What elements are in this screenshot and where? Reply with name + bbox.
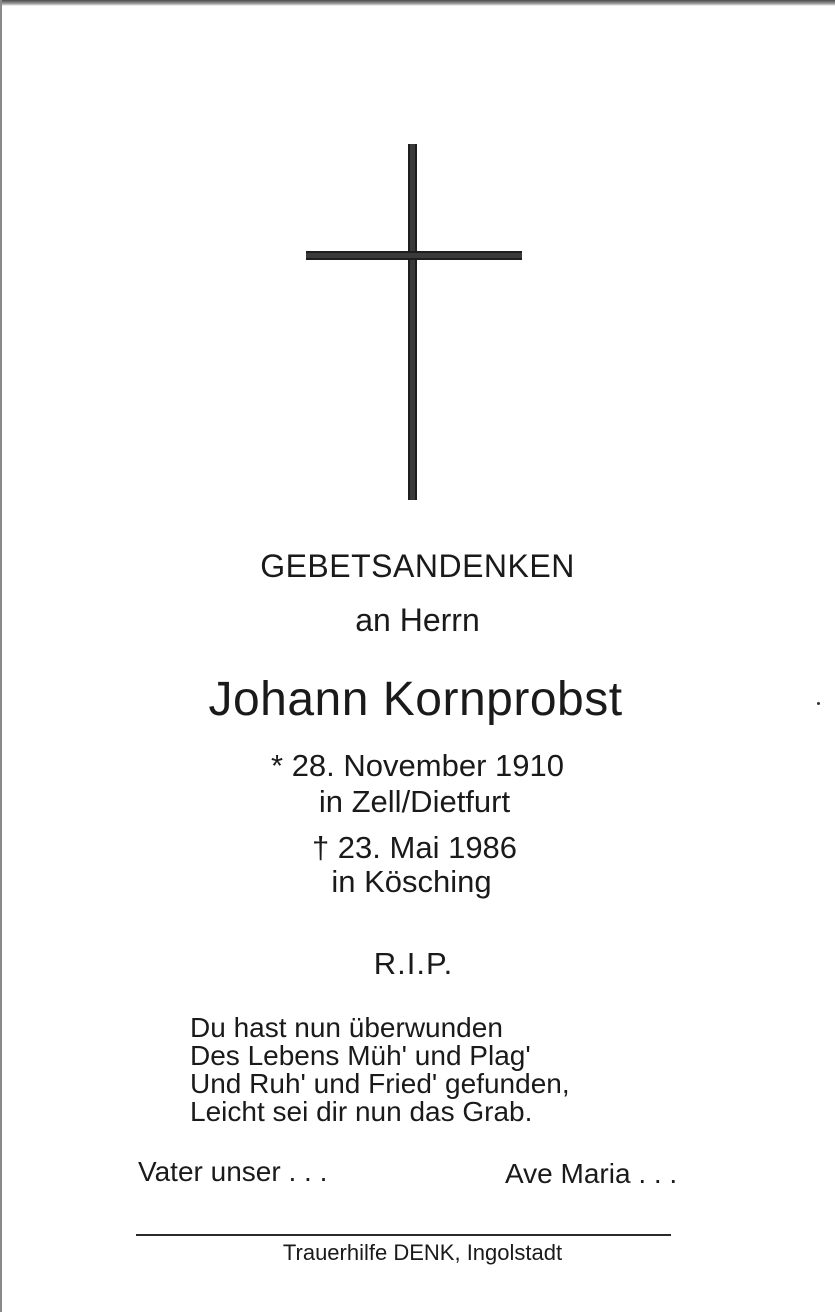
verse-line: Du hast nun überwunden [190, 1012, 503, 1043]
print-speck [817, 702, 820, 705]
death-date: † 23. Mai 1986 [311, 830, 518, 865]
salutation: an Herrn [355, 602, 480, 638]
birth-place: in Zell/Dietfurt [318, 784, 511, 819]
death-place: in Kösching [331, 864, 492, 899]
prayer-hail-mary: Ave Maria . . . [505, 1158, 678, 1189]
memorial-verse [190, 1014, 570, 1126]
publisher-footer: Trauerhilfe DENK, Ingolstadt [282, 1240, 563, 1265]
rip-text: R.I.P. [373, 946, 454, 981]
birth-date: * 28. November 1910 [271, 748, 564, 783]
deceased-name: Johann Kornprobst [208, 673, 623, 726]
verse-line: Leicht sei dir nun das Grab. [190, 1096, 533, 1127]
card-top-edge [0, 0, 835, 6]
prayer-our-father: Vater unser . . . [138, 1156, 328, 1187]
verse-line: Und Ruh' und Fried' gefunden, [190, 1068, 570, 1099]
cross-vertical-beam [408, 144, 417, 500]
card-left-edge [0, 0, 2, 1312]
card-heading: GEBETSANDENKEN [260, 548, 575, 584]
verse-line: Des Lebens Müh' und Plag' [190, 1040, 531, 1071]
footer-divider [136, 1234, 671, 1236]
cross-horizontal-beam [306, 251, 522, 260]
